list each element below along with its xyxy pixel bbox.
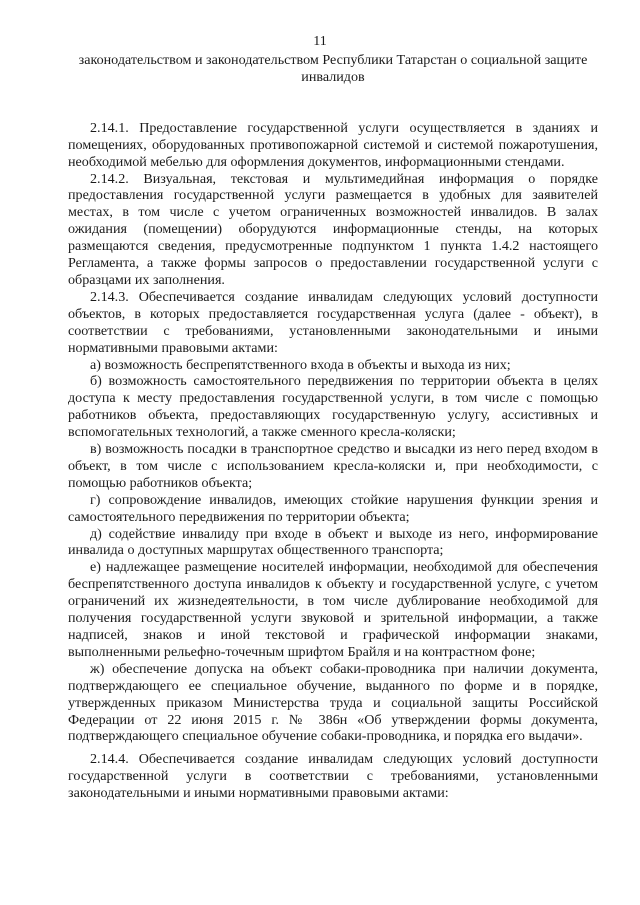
list-item-zh: ж) обеспечение допуска на объект собаки-проводника при наличии документа, подтверждающего ее специальное обучение, выданного по форме и в порядке, утвержденных приказом Министерства труда и социальной защиты Российской Федерации от 22 июня 2015 г. № 386н «Об утверждении формы документа, подтверждающего специальное обучение собаки-проводника, и порядка его выдачи». <box>68 660 598 745</box>
paragraph-2-14-4: 2.14.4. Обеспечивается создание инвалидам следующих условий доступности государственной услуги в соответствии с требованиями, установленными законодательными и иными нормативными правовыми актами: <box>68 751 598 802</box>
paragraph-2-14-2: 2.14.2. Визуальная, текстовая и мультимедийная информация о порядке предоставления государственной услуги размещается в удобных для заявителей местах, в том числе с учетом ограниченных возможностей инвалидов. В залах ожидания (помещении) оборудуются информационные стенды, на которых размещаются сведения, предусмотренные подпунктом 1 пункта 1.4.2 настоящего Регламента, а также формы запросов о предоставлении государственной услуги с образцами их заполнения. <box>68 170 598 288</box>
section-heading-continuation: законодательством и законодательством Республики Татарстан о социальной защите инвалидов <box>78 52 588 85</box>
list-item-v: в) возможность посадки в транспортное средство и высадки из него перед входом в объект, в том числе с использованием кресла-коляски и, при необходимости, с помощью работников объекта; <box>68 441 598 491</box>
page-number: 11 <box>313 34 327 49</box>
list-item-d: д) содействие инвалиду при входе в объект и выходе из него, информирование инвалида о доступных маршрутах общественного транспорта; <box>68 525 598 559</box>
paragraph-2-14-3: 2.14.3. Обеспечивается создание инвалидам следующих условий доступности объектов, в которых предоставляется государственная услуга (далее - объект), в соответствии с требованиями, установленными законодательными и иными нормативными правовыми актами: <box>68 288 598 356</box>
list-item-e: е) надлежащее размещение носителей информации, необходимой для обеспечения беспрепятственного доступа инвалидов к объекту и государственной услуге, с учетом ограничений их жизнедеятельности, в том числе дублирование необходимой для получения государственной услуги звуковой и зрительной информации, а также надписей, знаков и иной текстовой и графической информации знаками, выполненными рельефно-точечным шрифтом Брайля и на контрастном фоне; <box>68 559 598 660</box>
document-body <box>68 52 598 802</box>
list-item-a: а) возможность беспрепятственного входа в объекты и выхода из них; <box>90 356 511 373</box>
list-item-g: г) сопровождение инвалидов, имеющих стойкие нарушения функции зрения и самостоятельного передвижения по территории объекта; <box>68 491 598 525</box>
list-item-b: б) возможность самостоятельного передвижения по территории объекта в целях доступа к месту предоставления государственной услуги, в том числе с помощью работников объекта, предоставляющих государственную услугу, ассистивных и вспомогательных технологий, а также сменного кресла-коляски; <box>68 373 598 441</box>
paragraph-2-14-1: 2.14.1. Предоставление государственной услуги осуществляется в зданиях и помещениях, оборудованных противопожарной системой и системой пожаротушения, необходимой мебелью для оформления документов, информационными стендами. <box>68 119 598 170</box>
